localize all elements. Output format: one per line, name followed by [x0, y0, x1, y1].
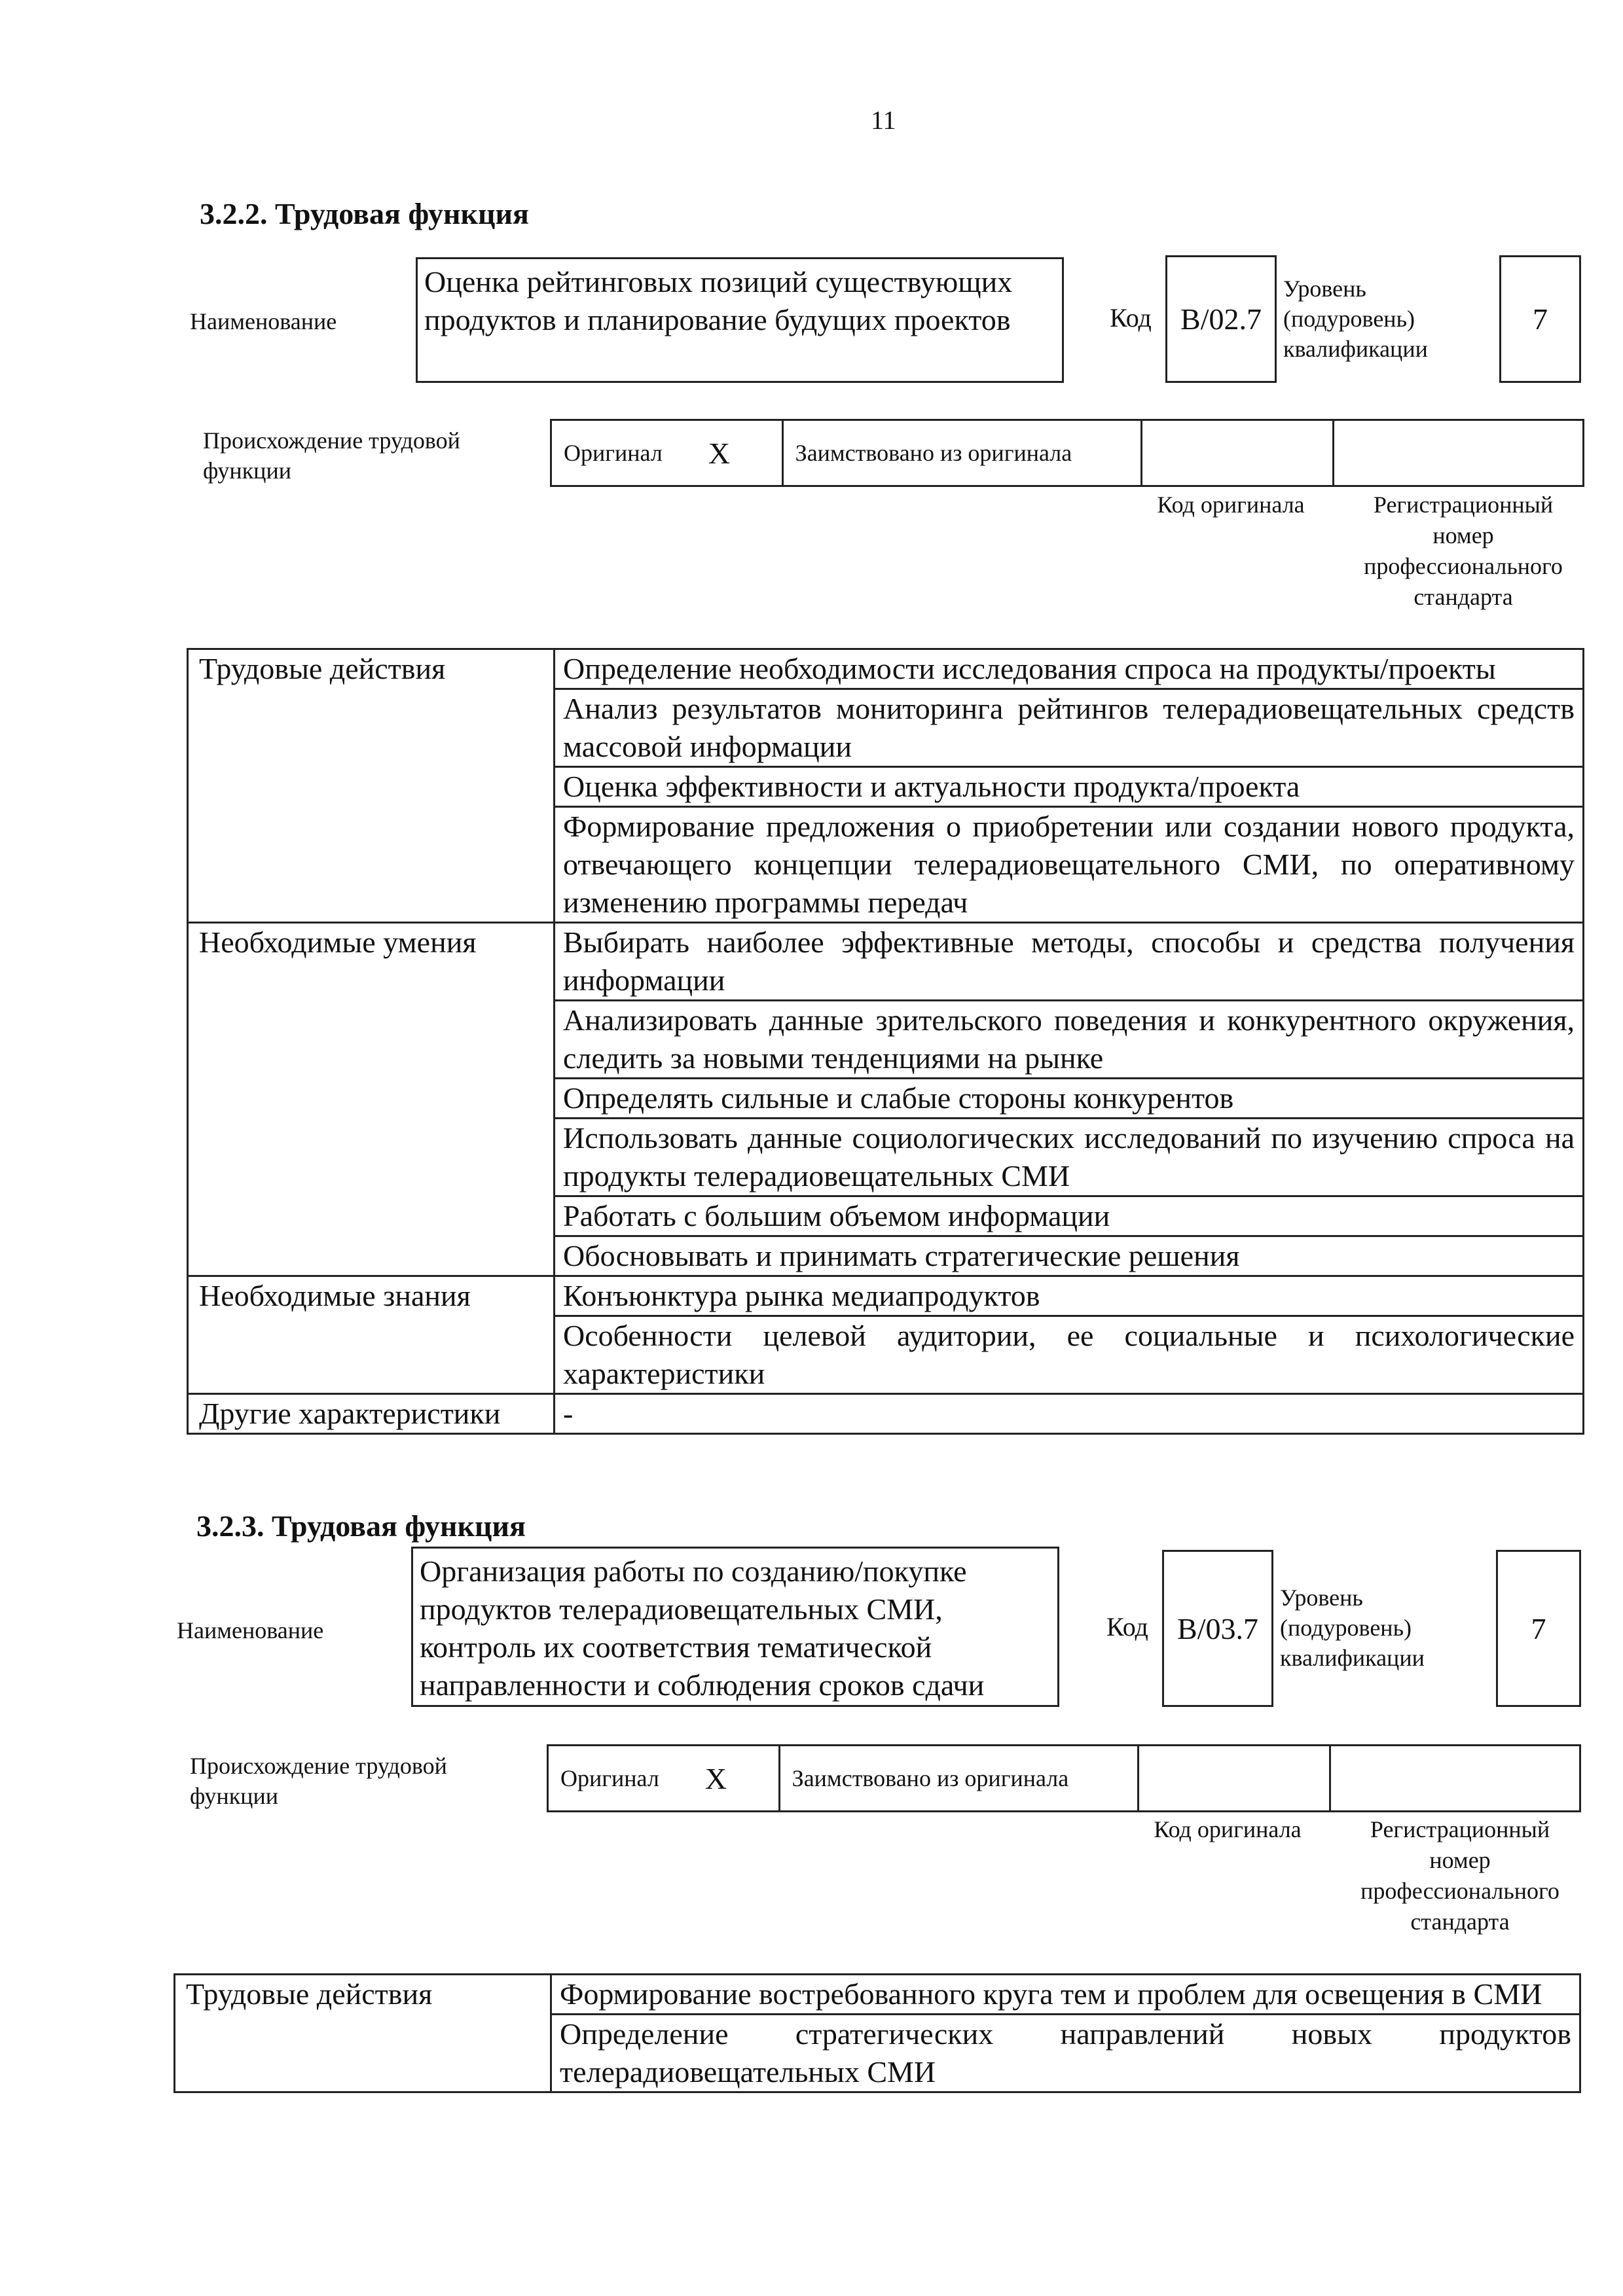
original-mark: X — [708, 436, 731, 470]
code-original-cell — [1139, 1746, 1332, 1810]
origin-row — [547, 1744, 1581, 1812]
borrowed-cell — [784, 421, 1142, 485]
reg-number-label: Регистрационный номер профессионального стандарта — [1364, 492, 1563, 610]
function-name: Организация работы по созданию/покупке продуктов телерадиовещательных СМИ, контроль их соответствия тематической направленности и соблюдения сроков сдачи — [420, 1554, 985, 1702]
requirement-item: Определять сильные и слабые стороны конкурентов — [555, 1079, 1584, 1119]
function-name: Оценка рейтинговых позиций существующих продуктов и планирование будущих проектов — [424, 265, 1013, 336]
code-box — [1165, 255, 1277, 383]
level-box — [1499, 255, 1581, 383]
level-value: 7 — [1533, 302, 1548, 336]
requirements-table — [173, 1973, 1581, 2093]
original-cell — [549, 1746, 780, 1810]
origin-row — [550, 419, 1584, 487]
level-value: 7 — [1531, 1611, 1546, 1645]
level-label: Уровень (подуровень) квалификации — [1283, 276, 1428, 362]
requirement-item: Анализ результатов мониторинга рейтингов телерадиовещательных средств массовой информации — [555, 689, 1584, 767]
function-code: B/02.7 — [1180, 302, 1262, 336]
borrowed-label: Заимствовано из оригинала — [795, 440, 1072, 466]
reg-number-label: Регистрационный номер профессионального стандарта — [1360, 1816, 1559, 1935]
function-name-box — [411, 1547, 1059, 1707]
table-row — [175, 1975, 1580, 2015]
requirement-item: Обосновывать и принимать стратегические решения — [555, 1236, 1584, 1276]
level-label: Уровень (подуровень) квалификации — [1280, 1585, 1425, 1671]
origin-label: Происхождение трудовой функции — [203, 427, 460, 484]
section-title: 3.2.2. Трудовая функция — [200, 197, 529, 230]
requirement-item: Определение стратегических направлений новых продуктов телерадиовещательных СМИ — [551, 2015, 1580, 2092]
reg-number-cell — [1334, 421, 1582, 485]
code-label: Код — [1110, 303, 1152, 332]
table-row — [188, 1394, 1584, 1434]
category-cell: Другие характеристики — [188, 1394, 555, 1434]
page-number: 11 — [871, 105, 896, 135]
code-original-cell — [1142, 421, 1335, 485]
requirement-item: - — [555, 1394, 1584, 1434]
function-code: B/03.7 — [1177, 1611, 1258, 1645]
table-row — [188, 649, 1584, 689]
requirements-table — [187, 648, 1584, 1435]
category-cell: Трудовые действия — [175, 1975, 551, 2092]
section-title: 3.2.3. Трудовая функция — [196, 1509, 526, 1543]
borrowed-cell — [780, 1746, 1139, 1810]
requirement-item: Формирование предложения о приобретении или создании нового продукта, отвечающего концепции телерадиовещательного СМИ, по оперативному изменению программы передач — [555, 807, 1584, 923]
level-box — [1496, 1550, 1581, 1707]
function-name-box — [416, 257, 1064, 383]
requirement-item: Работать с большим объемом информации — [555, 1196, 1584, 1236]
requirement-item: Конъюнктура рынка медиапродуктов — [555, 1276, 1584, 1316]
code-original-label: Код оригинала — [1157, 492, 1305, 518]
original-cell — [552, 421, 784, 485]
borrowed-label: Заимствовано из оригинала — [792, 1765, 1069, 1791]
category-cell: Трудовые действия — [188, 649, 555, 923]
table-row — [188, 923, 1584, 1001]
requirement-item: Определение необходимости исследования спроса на продукты/проекты — [555, 649, 1584, 689]
category-cell: Необходимые умения — [188, 923, 555, 1276]
category-cell: Необходимые знания — [188, 1276, 555, 1394]
name-label: Наименование — [190, 308, 337, 334]
requirement-item: Особенности целевой аудитории, ее социальные и психологические характеристики — [555, 1316, 1584, 1394]
requirement-item: Анализировать данные зрительского поведения и конкурентного окружения, следить за новыми тенденциями на рынке — [555, 1001, 1584, 1079]
requirement-item: Оценка эффективности и актуальности продукта/проекта — [555, 767, 1584, 807]
requirement-item: Выбирать наиболее эффективные методы, способы и средства получения информации — [555, 923, 1584, 1001]
reg-number-cell — [1331, 1746, 1579, 1810]
original-label: Оригинал — [564, 440, 663, 466]
requirement-item: Использовать данные социологических исследований по изучению спроса на продукты телерадиовещательных СМИ — [555, 1119, 1584, 1196]
original-mark: X — [704, 1761, 727, 1795]
table-row — [188, 1276, 1584, 1316]
code-box — [1162, 1550, 1273, 1707]
name-label: Наименование — [177, 1617, 324, 1643]
code-label: Код — [1106, 1612, 1148, 1641]
requirement-item: Формирование востребованного круга тем и проблем для освещения в СМИ — [551, 1975, 1580, 2015]
code-original-label: Код оригинала — [1154, 1816, 1302, 1842]
original-label: Оригинал — [560, 1765, 659, 1791]
origin-label: Происхождение трудовой функции — [190, 1753, 447, 1809]
